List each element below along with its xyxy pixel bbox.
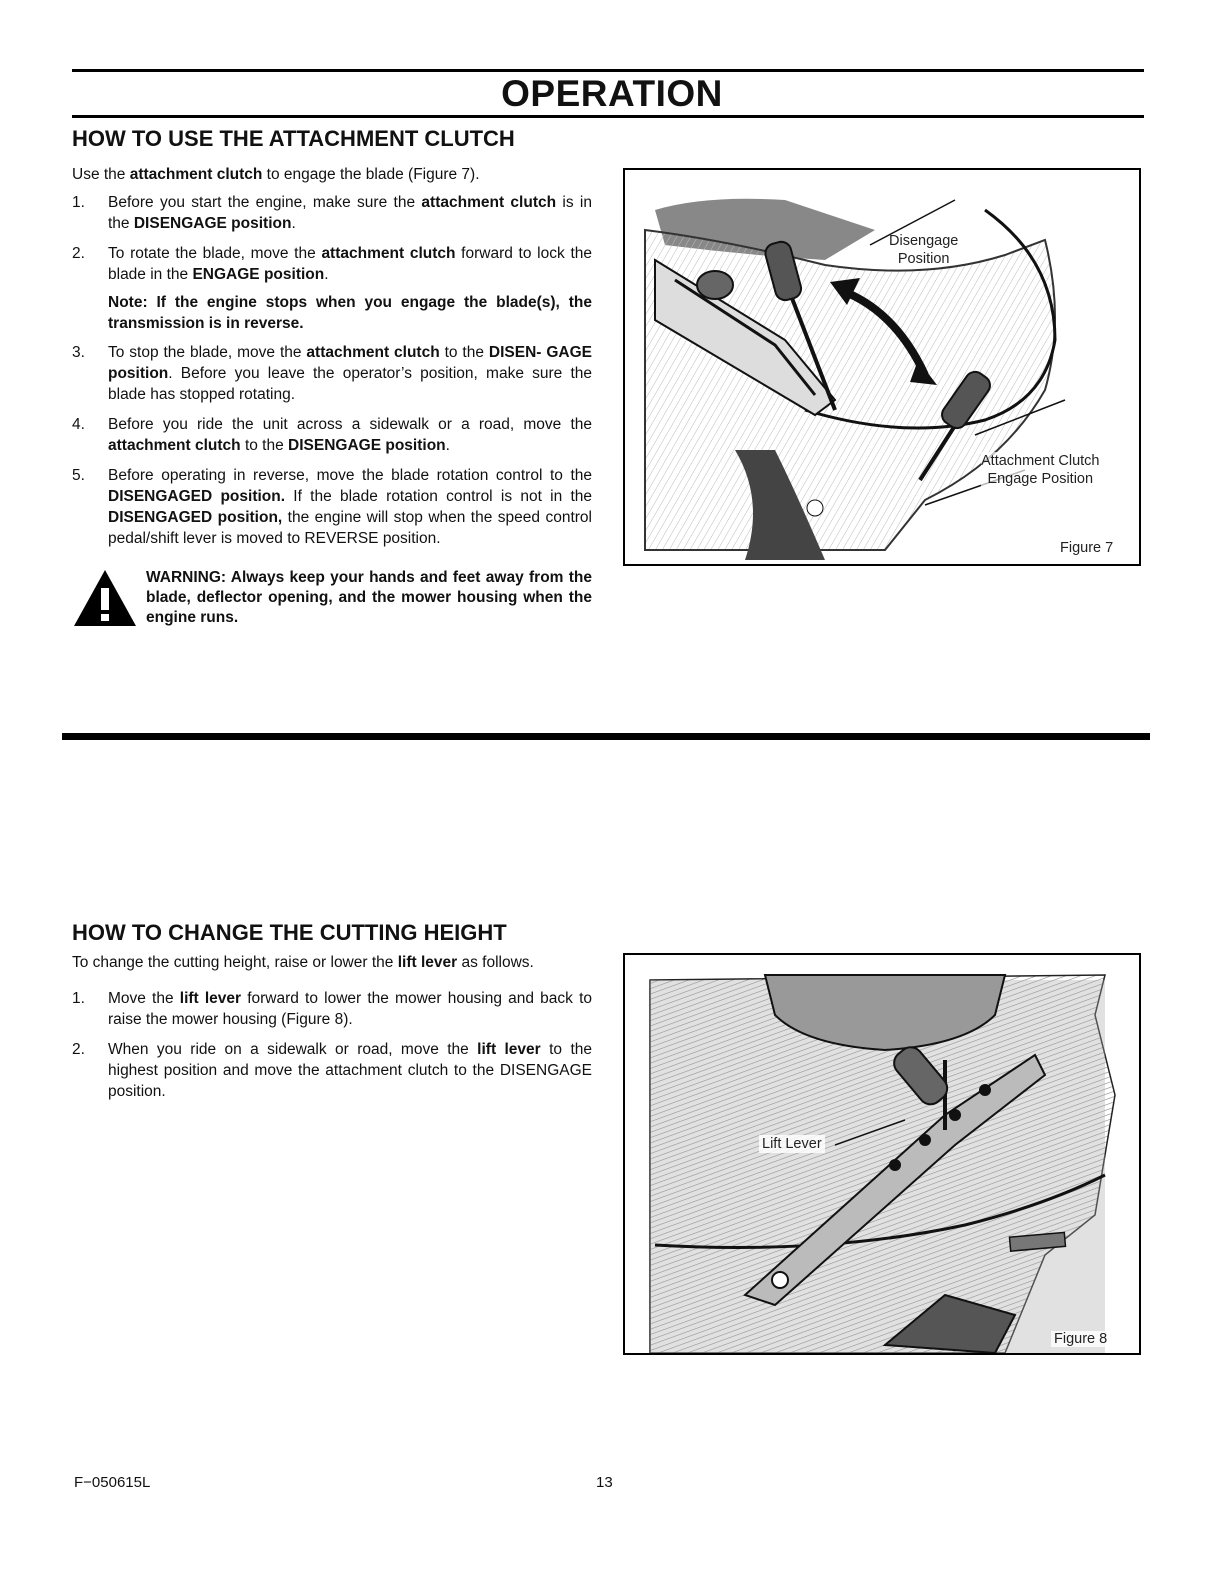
list-item: 1. Before you start the engine, make sure the attachment clutch is in the DISENGAGE position. [72,194,592,232]
section1-intro: Use the attachment clutch to engage the blade (Figure 7). [72,166,480,183]
section2-intro: To change the cutting height, raise or lower the lift lever as follows. [72,954,534,971]
footer-page-number: 13 [596,1474,613,1491]
attachment-clutch-illustration [625,170,1139,564]
section-divider [62,733,1150,740]
list-item: 2. To rotate the blade, move the attachment clutch forward to lock the blade in the ENGAGE position. [72,245,592,283]
lift-lever-illustration [625,955,1139,1353]
figure-7 [623,168,1141,566]
list-item: 5. Before operating in reverse, move the blade rotation control to the DISENGAGED position. If the blade rotation control is not in the DISENGAGED position, the engine will stop when the speed control pedal/shift lever is moved to REVERSE position. [72,467,592,547]
page-title: OPERATION [501,73,723,114]
title-underline [72,115,1144,118]
list-item: 4. Before you ride the unit across a sidewalk or a road, move the attachment clutch to the DISENGAGE position. [72,416,592,454]
figure-7-caption: Figure 7 [1060,540,1114,556]
lift-lever-label: Lift Lever [759,1135,825,1153]
section-heading-attachment-clutch: HOW TO USE THE ATTACHMENT CLUTCH [72,126,515,151]
list-item: 2. When you ride on a sidewalk or road, move the lift lever to the highest position and move the attachment clutch to the DISENGAGE position. [72,1041,592,1100]
warning-triangle-icon [72,568,138,628]
list-item: 3. To stop the blade, move the attachment clutch to the DISEN- GAGE position. Before you leave the operator’s position, make sure the blade has stopped rotating. [72,344,593,403]
figure-8 [623,953,1141,1355]
disengage-position-label: Disengage Position [889,233,959,267]
list-item: 1. Move the lift lever forward to lower the mower housing and back to raise the mower housing (Figure 8). [72,990,592,1028]
footer-doc-code: F−050615L [74,1474,151,1491]
figure-8-caption: Figure 8 [1051,1331,1110,1347]
warning-text: WARNING: Always keep your hands and feet away from the blade, deflector opening, and the mower housing when the engine runs. [146,569,592,626]
section-heading-cutting-height: HOW TO CHANGE THE CUTTING HEIGHT [72,920,507,945]
note-reverse: Note: If the engine stops when you engage the blade(s), the transmission is in reverse. [108,294,592,332]
engage-position-label: Attachment Clutch Engage Position [981,453,1100,487]
